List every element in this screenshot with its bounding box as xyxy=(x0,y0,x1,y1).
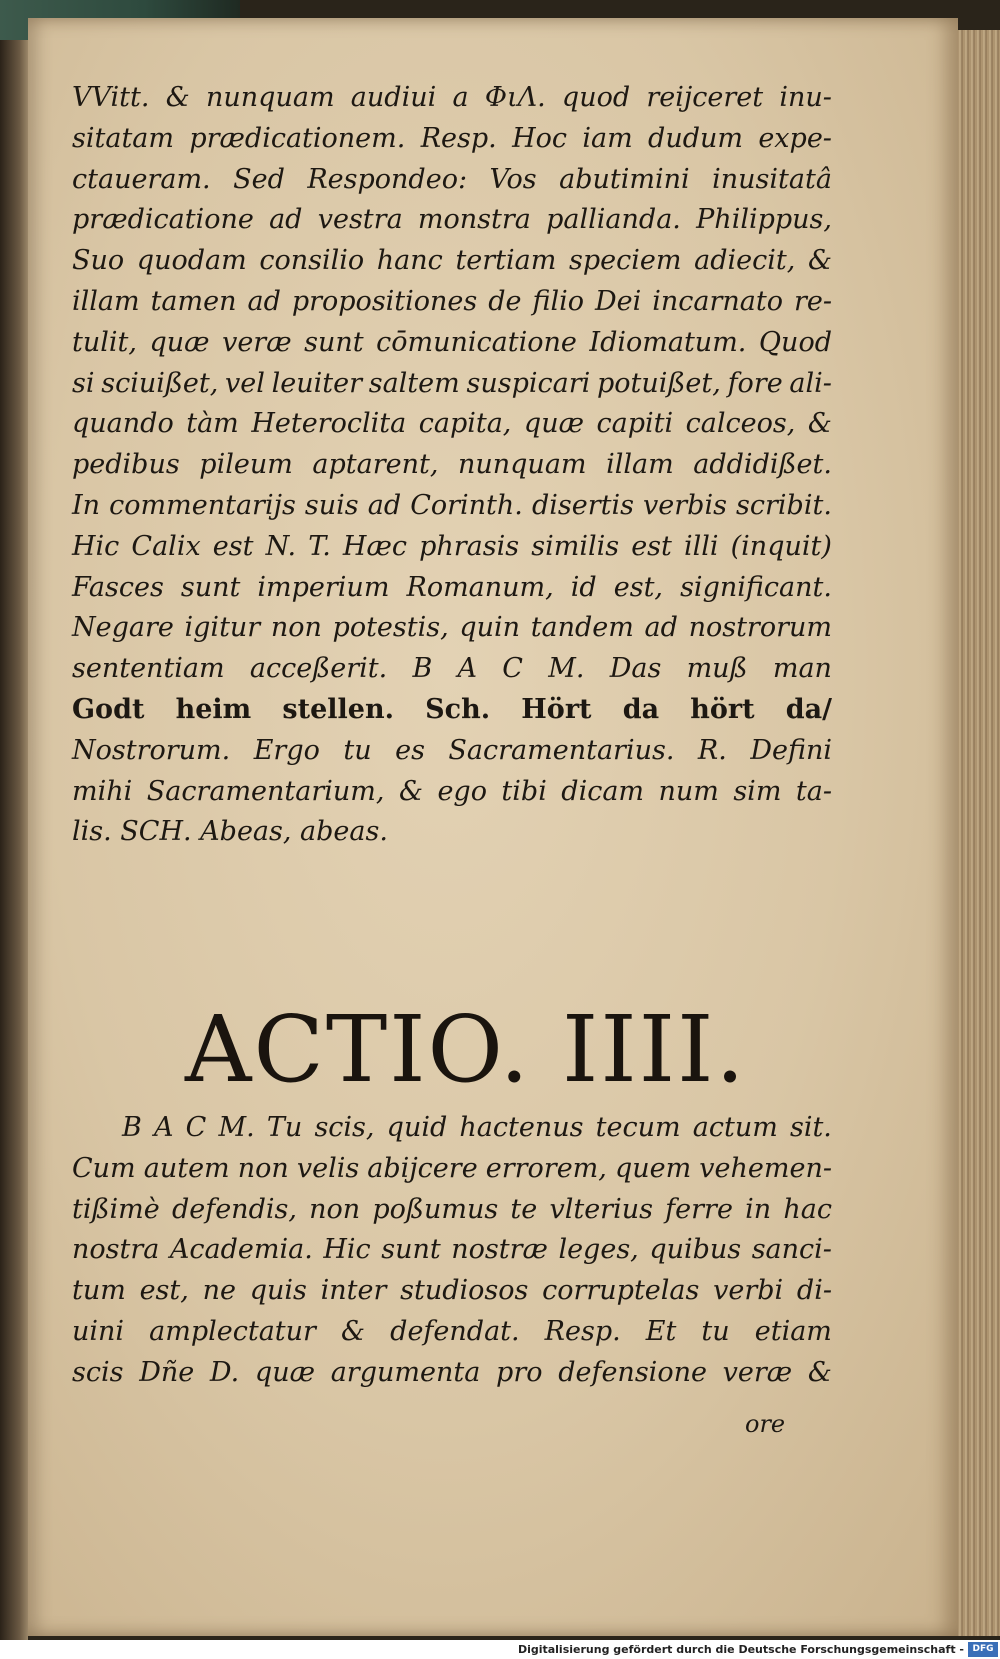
text-line: sitatam prædicationem. Resp. Hoc iam dudum expe- xyxy=(72,122,832,154)
text-line: scis Dñe D. quæ argumenta pro defensione veræ & xyxy=(72,1356,832,1388)
text-line: tißimè defendis, non poßumus te vlterius ferre in hac xyxy=(72,1193,832,1225)
text-line: prædicatione ad vestra monstra pallianda. Philippus, xyxy=(72,204,832,236)
text-line: VVitt. & nunquam audiui a ΦιΛ. quod reijceret inu- xyxy=(72,82,832,113)
text-line: uini amplectatur & defendat. Resp. Et tu etiam xyxy=(72,1315,832,1347)
text-line: illam tamen ad propositiones de filio Dei incarnato re- xyxy=(72,285,832,317)
page-stack-edges xyxy=(958,30,1000,1636)
text-line: quando tàm Heteroclita capita, quæ capiti calceos, & xyxy=(72,408,832,440)
text-line-fraktur: Godt heim stellen. Sch. Hört da hört da/ xyxy=(72,693,832,725)
text-line: ctaueram. Sed Respondeo: Vos abutimini inusitatâ xyxy=(72,163,832,195)
text-line: mihi Sacramentarium, & ego tibi dicam num sim ta- xyxy=(72,775,832,807)
text-line: Nostrorum. Ergo tu es Sacramentarius. R. Defini xyxy=(72,734,832,766)
text-line: Suo quodam consilio hanc tertiam speciem adiecit, & xyxy=(72,245,832,277)
text-line: Fasces sunt imperium Romanum, id est, significant. xyxy=(72,571,832,603)
text-line: B A C M. Tu scis, quid hactenus tecum actum sit. xyxy=(122,1112,832,1143)
catchword: ore xyxy=(745,1410,786,1438)
digitization-footer xyxy=(0,1640,1000,1659)
text-line: tum est, ne quis inter studiosos corruptelas verbi di- xyxy=(72,1275,832,1307)
text-line: pedibus pileum aptarent, nunquam illam addidißet. xyxy=(72,449,832,481)
body-text-top xyxy=(72,78,832,853)
text-line: tulit, quæ veræ sunt cōmunicatione Idiomatum. Quod xyxy=(72,326,832,358)
text-line: Cum autem non velis abijcere errorem, quem vehemen- xyxy=(72,1152,832,1184)
left-page-edge xyxy=(0,40,28,1640)
dfg-logo: DFG xyxy=(968,1642,998,1657)
section-heading: ACTIO. IIII. xyxy=(185,996,747,1103)
text-line: In commentarijs suis ad Corinth. disertis verbis scribit. xyxy=(72,489,832,521)
body-text-bottom xyxy=(72,1108,832,1394)
text-line: si sciuißet, vel leuiter saltem suspicari potuißet, fore ali- xyxy=(72,367,832,399)
text-line: sententiam acceßerit. B A C M. Das muß man xyxy=(72,653,832,685)
text-line: lis. SCH. Abeas, abeas. xyxy=(72,816,388,848)
text-line: Negare igitur non potestis, quin tandem ad nostrorum xyxy=(72,612,832,644)
text-line: Hic Calix est N. T. Hæc phrasis similis est illi (inquit) xyxy=(72,530,832,562)
footer-credit: Digitalisierung gefördert durch die Deutsche Forschungsgemeinschaft - xyxy=(517,1643,964,1656)
text-line: nostra Academia. Hic sunt nostræ leges, quibus sanci- xyxy=(72,1234,832,1266)
